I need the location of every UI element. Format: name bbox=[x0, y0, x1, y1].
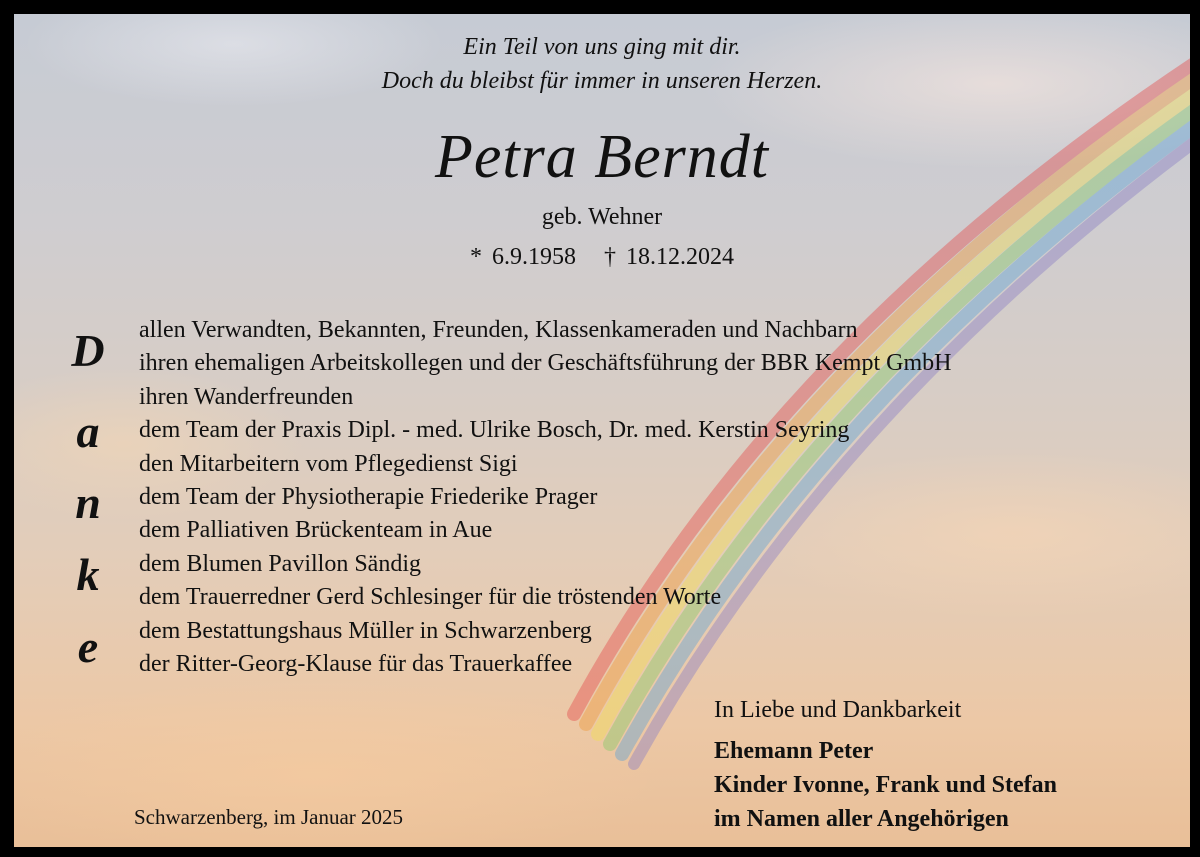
thanks-item: den Mitarbeitern vom Pflegedienst Sigi bbox=[139, 450, 518, 477]
signature-line: im Namen aller Angehörigen bbox=[714, 806, 1009, 832]
signature-block bbox=[714, 697, 1057, 836]
motto-line-2: Doch du bleibst für immer in unseren Herzen. bbox=[381, 68, 823, 94]
thanks-list bbox=[139, 314, 951, 681]
motto-line-1: Ein Teil von uns ging mit dir. bbox=[463, 34, 741, 60]
danke-letter-e: e bbox=[77, 621, 99, 672]
maiden-name: geb. Wehner bbox=[541, 204, 663, 230]
thanks-item: dem Team der Praxis Dipl. - med. Ulrike Bosch, Dr. med. Kerstin Seyring bbox=[139, 417, 850, 444]
place-date: Schwarzenberg, im Januar 2025 bbox=[134, 805, 404, 829]
thanks-item: dem Bestattungshaus Müller in Schwarzenberg bbox=[139, 617, 592, 644]
danke-letter-n: n bbox=[75, 477, 101, 528]
signature-line: Ehemann Peter bbox=[714, 738, 874, 764]
danke-letter-d: D bbox=[71, 325, 105, 376]
thanks-item: ihren Wanderfreunden bbox=[139, 383, 354, 410]
deceased-name: Petra Berndt bbox=[435, 123, 769, 191]
danke-letter-a: a bbox=[76, 406, 100, 457]
thanks-item: dem Team der Physiotherapie Friederike Prager bbox=[139, 484, 598, 511]
signature-intro: In Liebe und Dankbarkeit bbox=[714, 697, 962, 723]
thanks-item: dem Trauerredner Gerd Schlesinger für die tröstenden Worte bbox=[139, 584, 722, 611]
death-date: † 18.12.2024 bbox=[604, 244, 734, 270]
sky-background bbox=[12, 12, 1192, 849]
life-dates bbox=[14, 244, 1190, 271]
thanks-item: allen Verwandten, Bekannten, Freunden, Klassenkameraden und Nachbarn bbox=[139, 317, 858, 343]
signature-line: Kinder Ivonne, Frank und Stefan bbox=[714, 772, 1057, 798]
thanks-item: dem Palliativen Brückenteam in Aue bbox=[139, 517, 493, 544]
danke-letter-k: k bbox=[76, 549, 100, 600]
thanks-item: dem Blumen Pavillon Sändig bbox=[139, 550, 421, 577]
thanks-item: der Ritter-Georg-Klause für das Trauerkaffee bbox=[139, 651, 573, 678]
birth-date: * 6.9.1958 bbox=[470, 244, 576, 270]
thanks-item: ihren ehemaligen Arbeitskollegen und der Geschäftsführung der BBR Kempt GmbH bbox=[139, 350, 952, 377]
